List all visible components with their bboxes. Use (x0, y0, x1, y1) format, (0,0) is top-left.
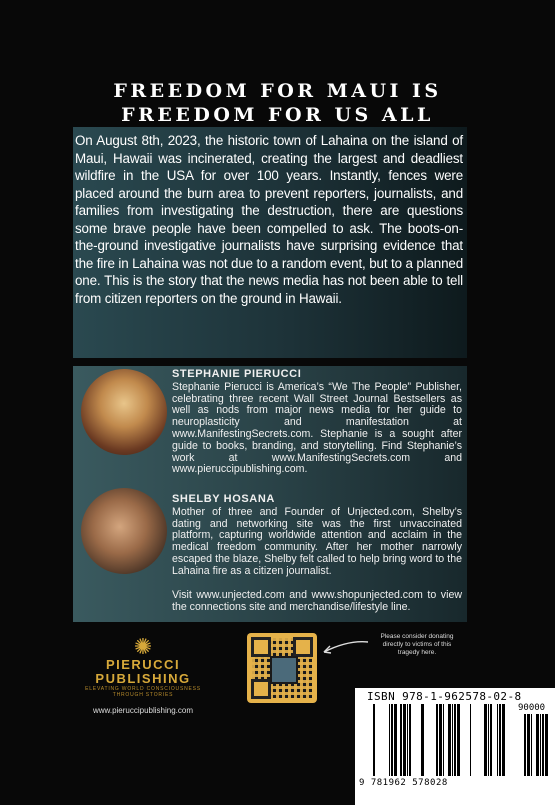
author-bio-stephanie (172, 369, 462, 476)
price-code: 90000 (518, 703, 546, 713)
author-bio-text: Stephanie Pierucci is America’s “We The People” Publisher, celebrating three recent Wall Street Journal Bestsellers as well as nods from major news media for her guide to neuroplasticity and manifestation at www.ManifestingSecrets.com. Stephanie is a sought after guide to books, branding, and storytelling. Find Stephanie’s work at www.ManifestingSecrets.com and www.pieruccipublishing.com. (172, 380, 462, 476)
publisher-name-2: PUBLISHING (95, 671, 191, 686)
barcode-digits: 9 781962 578028 (359, 778, 448, 788)
title-line-2: FREEDOM FOR US ALL (121, 104, 434, 126)
donate-note: Please consider donating directly to victims of this tragedy here. (380, 633, 454, 656)
donation-qr-code[interactable] (247, 633, 317, 703)
barcode-bars (367, 704, 507, 776)
author-name: SHELBY HOSANA (172, 493, 275, 505)
intro-text: On August 8th, 2023, the historic town of Lahaina on the island of Maui, Hawaii was incinerated, creating the largest and deadliest wildfire in the USA for over 100 years. Instantly, fences were placed around the burn area to prevent reporters, journalists, and families from investigating the destruction, there are questions some brave people have been compelled to ask. The boots-on-the-ground investigative journalists have surprising evidence that the fire in Lahaina was not due to a random event, but to a planned one. This is the story that the news media has not been able to tell from citizen reporters on the ground in Hawaii. (75, 133, 463, 306)
visit-text: Visit www.unjected.com and www.shopunjected.com to view the connections site and merchandise/lifestyle line. (172, 589, 462, 613)
isbn-text: ISBN 978-1-962578-02-8 (367, 690, 522, 703)
author-bio-shelby (172, 494, 462, 578)
price-barcode-bars (515, 714, 549, 776)
publisher-name-1: PIERUCCI (105, 657, 181, 672)
isbn-barcode (355, 688, 555, 805)
publisher-logo (78, 636, 208, 715)
publisher-tagline-1: ELEVATING WORLD CONSCIOUSNESS (85, 686, 201, 692)
publisher-tagline-2: THROUGH STORIES (112, 692, 174, 698)
sun-icon: ✺ (133, 634, 153, 659)
publisher-url[interactable]: www.pieruccipublishing.com (92, 706, 194, 715)
author-photo-stephanie (81, 369, 167, 455)
title-line-1: FREEDOM FOR MAUI IS (113, 80, 442, 102)
author-photo-shelby (81, 488, 167, 574)
author-bio-text: Mother of three and Founder of Unjected.com, Shelby’s dating and networking site was the first unvaccinated platform, capturing worldwide attention and acclaim in the medical freedom community. After her mother narrowly escaped the blaze, Shelby felt called to help bring word to the Lahaina fire as a citizen journalist. (172, 505, 462, 577)
arrow-icon (318, 638, 370, 658)
author-name: STEPHANIE PIERUCCI (172, 368, 302, 380)
